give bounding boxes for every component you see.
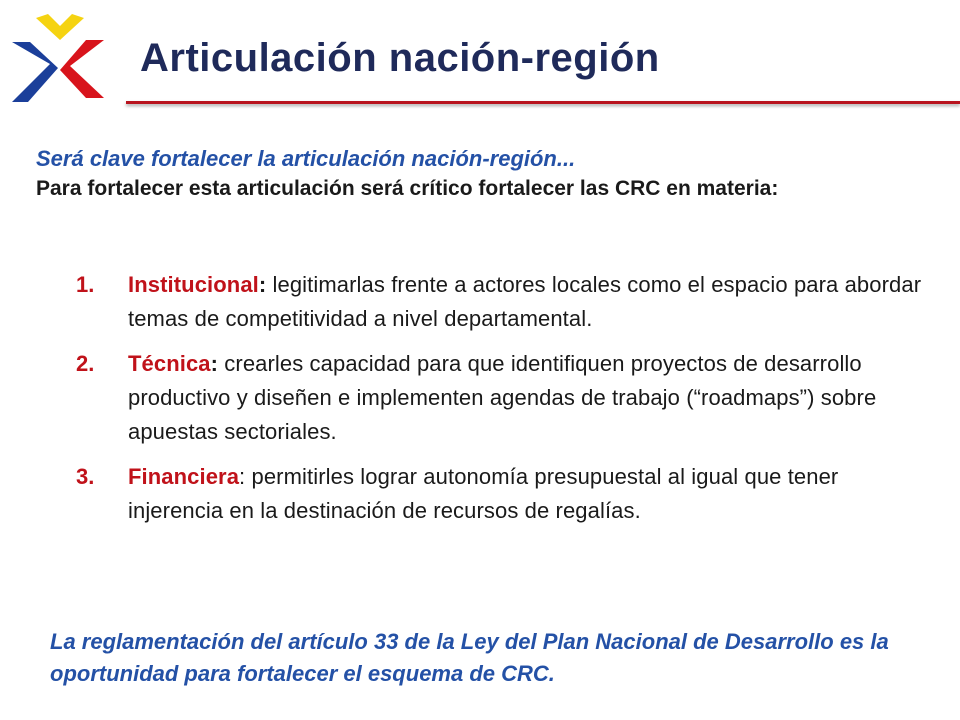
- logo-red-chevron: [60, 40, 104, 98]
- title-divider: [126, 101, 960, 104]
- item-label: Técnica: [128, 351, 211, 376]
- slide-title: Articulación nación-región: [140, 36, 660, 80]
- capabilities-list: [76, 268, 926, 539]
- item-label: Institucional: [128, 272, 259, 297]
- logo-icon: [8, 12, 108, 108]
- item-number: 3.: [76, 464, 95, 489]
- item-text: [128, 347, 926, 449]
- item-number: 1.: [76, 272, 95, 297]
- item-description: permitirles lograr autonomía presupuestal al igual que tener injerencia en la destinación de recursos de regalías.: [128, 464, 839, 523]
- closing-statement: La reglamentación del artículo 33 de la Ley del Plan Nacional de Desarrollo es la oportunidad para fortalecer el esquema de CRC.: [50, 629, 889, 686]
- item-text: [128, 268, 926, 336]
- item-separator: :: [258, 272, 267, 297]
- list-item: [76, 347, 926, 449]
- logo-blue-chevron: [12, 42, 58, 102]
- item-description: legitimarlas frente a actores locales como el espacio para abordar temas de competitividad a nivel departamental.: [128, 272, 922, 331]
- list-item: [76, 460, 926, 528]
- item-separator: :: [210, 351, 219, 376]
- intro-lead: Será clave fortalecer la articulación nación-región...: [36, 146, 576, 171]
- item-separator: :: [239, 464, 246, 489]
- logo-yellow-chevron: [36, 14, 84, 40]
- intro-body: Para fortalecer esta articulación será crítico fortalecer las CRC en materia:: [36, 177, 779, 200]
- item-number: 2.: [76, 351, 95, 376]
- list-item: [76, 268, 926, 336]
- item-label: Financiera: [128, 464, 240, 489]
- item-text: [128, 460, 926, 528]
- item-description: crearles capacidad para que identifiquen proyectos de desarrollo productivo y diseñen e implementen agendas de trabajo (“roadmaps”) sobre apuestas sectoriales.: [128, 351, 877, 444]
- intro-block: [36, 145, 936, 204]
